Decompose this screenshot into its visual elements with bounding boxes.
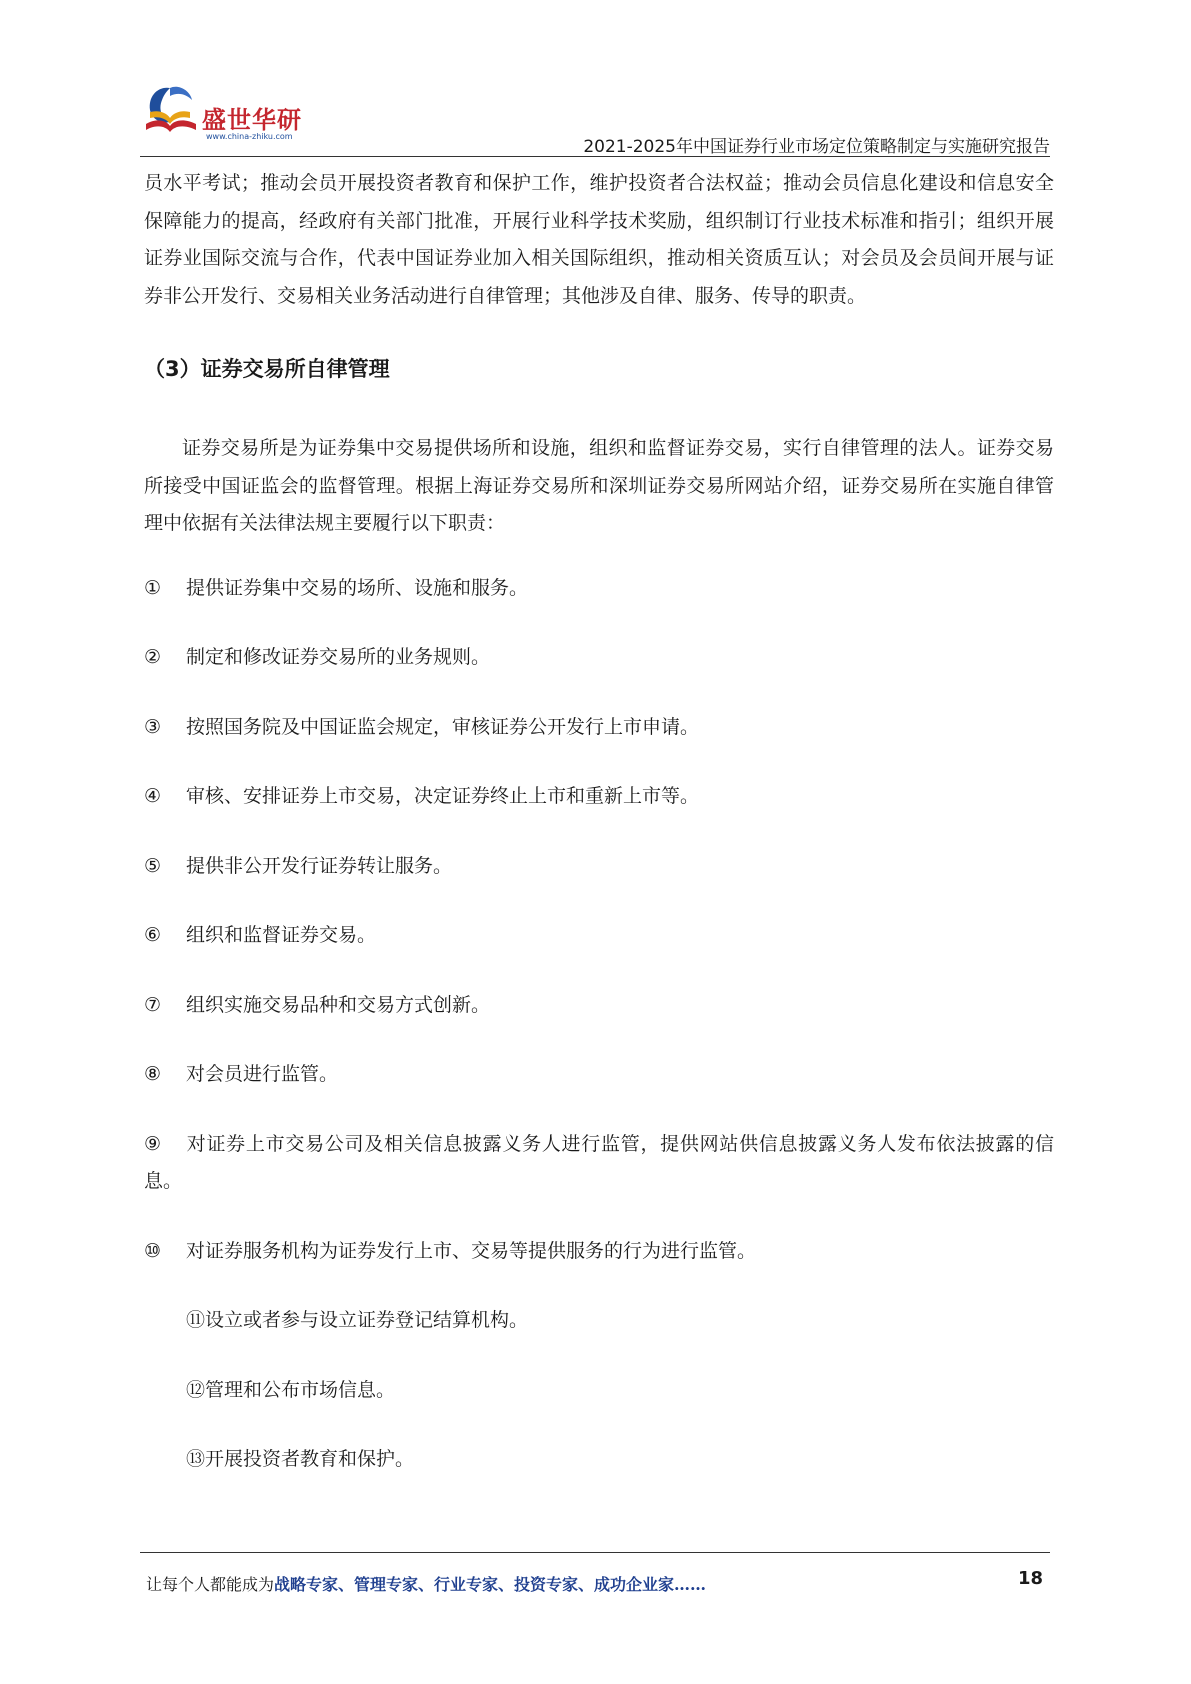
list-item-text: 提供非公开发行证券转让服务。	[186, 854, 453, 877]
page-number: 18	[1018, 1568, 1044, 1589]
header-divider	[140, 156, 1050, 157]
list-item-text: 管理和公布市场信息。	[205, 1378, 396, 1401]
list-item-text: 设立或者参与设立证券登记结算机构。	[205, 1309, 529, 1331]
list-marker: ⑥	[144, 924, 162, 946]
list-item	[144, 1302, 1054, 1340]
list-item-text: 组织实施交易品种和交易方式创新。	[186, 993, 491, 1016]
logo-book-icon	[140, 82, 202, 142]
list-item	[144, 848, 1054, 886]
company-logo	[140, 82, 310, 142]
list-item	[144, 570, 1054, 608]
section-paragraph: 证券交易所是为证券集中交易提供场所和设施，组织和监督证券交易，实行自律管理的法人。证券交易所接受中国证监会的监督管理。根据上海证券交易所和深圳证券交易所网站介绍，证券交易所在实施自律管理中依据有关法律法规主要履行以下职责：	[144, 437, 1054, 534]
list-marker: ⑪	[186, 1309, 206, 1331]
footer-slogan	[146, 1572, 706, 1595]
list-item-text: 对证券上市交易公司及相关信息披露义务人进行监管，提供网站供信息披露义务人发布依法披露的信息。	[144, 1132, 1054, 1192]
list-marker: ⑧	[144, 1063, 162, 1085]
list-marker: ③	[144, 715, 162, 738]
logo-name: 盛世华研	[202, 106, 302, 134]
list-item-text: 开展投资者教育和保护。	[205, 1448, 415, 1470]
list-item	[144, 1233, 1054, 1271]
list-item	[144, 1441, 1054, 1479]
list-item-text: 对证券服务机构为证券发行上市、交易等提供服务的行为进行监管。	[186, 1239, 757, 1262]
page-body	[144, 165, 1054, 1511]
list-item	[144, 1372, 1054, 1410]
duties-list	[144, 570, 1054, 1479]
list-item-text: 对会员进行监管。	[186, 1063, 339, 1085]
list-item-text: 审核、安排证券上市交易，决定证券终止上市和重新上市等。	[186, 785, 700, 807]
list-item	[144, 917, 1054, 955]
page-header	[140, 82, 1050, 157]
list-marker: ⑩	[144, 1239, 162, 1262]
list-item	[144, 639, 1054, 677]
footer-divider	[140, 1552, 1050, 1553]
list-item-text: 提供证券集中交易的场所、设施和服务。	[186, 576, 529, 599]
list-marker: ⑤	[144, 854, 162, 877]
list-marker: ⑦	[144, 993, 162, 1016]
footer-prefix: 让每个人都能成为	[146, 1575, 275, 1594]
list-marker: ④	[144, 785, 162, 807]
list-marker: ②	[144, 646, 162, 668]
list-item	[144, 987, 1054, 1025]
list-item-text: 按照国务院及中国证监会规定，审核证券公开发行上市申请。	[186, 715, 700, 738]
list-marker: ⑨	[144, 1132, 162, 1155]
report-title: 2021-2025年中国证券行业市场定位策略制定与实施研究报告	[583, 137, 1050, 157]
list-marker: ①	[144, 576, 162, 599]
list-item	[144, 778, 1054, 816]
logo-url: www.china-zhiku.com	[206, 132, 293, 141]
footer-roles: 战略专家、管理专家、行业专家、投资专家、成功企业家……	[274, 1575, 707, 1594]
intro-paragraph: 员水平考试；推动会员开展投资者教育和保护工作，维护投资者合法权益；推动会员信息化建设和信息安全保障能力的提高，经政府有关部门批准，开展行业科学技术奖励，组织制订行业技术标准和指引；组织开展证券业国际交流与合作，代表中国证券业加入相关国际组织，推动相关资质互认；对会员及会员间开展与证券非公开发行、交易相关业务活动进行自律管理；其他涉及自律、服务、传导的职责。	[144, 172, 1054, 307]
list-marker: ⑬	[186, 1448, 206, 1470]
section-heading: （3）证券交易所自律管理	[144, 357, 390, 381]
list-item	[144, 709, 1054, 747]
list-item	[144, 1126, 1054, 1201]
list-item-text: 制定和修改证券交易所的业务规则。	[186, 646, 491, 668]
list-item	[144, 1056, 1054, 1094]
list-item-text: 组织和监督证券交易。	[186, 924, 377, 946]
list-marker: ⑫	[186, 1378, 206, 1401]
